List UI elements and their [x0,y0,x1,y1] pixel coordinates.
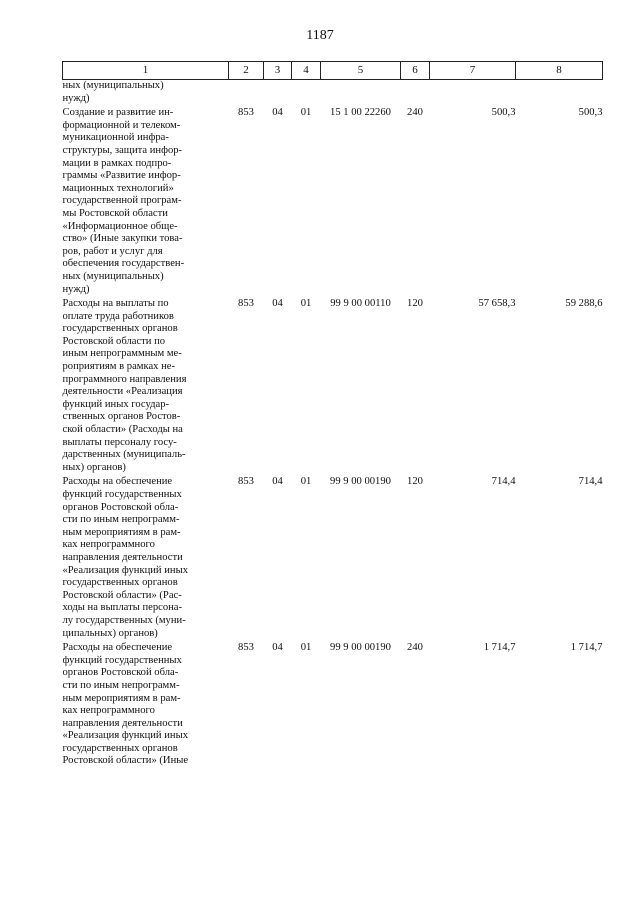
cell-amount-year1: 1 714,7 [483,642,516,654]
cell-expense-type [401,80,430,106]
column-header: 6 [401,62,430,80]
cell-grbs: 853 [238,642,254,654]
row-description: Создание и развитие ин- формационной и телеком- муникационной инфра- структуры, защита инфор- мации в рамках подпро- граммы «Развитие инфор- мационных технологий» государственной програм- мы Ростовской области «Информационное обще- ство» (Иные закупки това- ров, работ и услуг для обеспечения государствен- ных (муниципальных) нужд) [62,107,185,295]
budget-table [62,61,603,768]
table-row [63,298,603,474]
column-header: 7 [430,62,516,80]
cell-amount-year1: 714,4 [491,476,516,488]
cell-amount-year2: 1 714,7 [570,642,603,654]
cell-subsection: 01 [300,298,312,310]
cell-amount-year1: 57 658,3 [478,298,516,310]
cell-amount-year2 [516,80,603,106]
table-row [63,80,603,106]
cell-expense-type: 240 [407,107,423,119]
cell-section: 04 [272,298,283,310]
cell-target-article: 99 9 00 00190 [330,642,391,654]
cell-amount-year1: 500,3 [491,107,516,119]
cell-grbs [229,80,264,106]
column-header: 8 [516,62,603,80]
column-header: 1 [63,62,229,80]
table-row [63,107,603,296]
row-description: Расходы на обеспечение функций государственных органов Ростовской обла- сти по иным непрограмм- ным мероприятиям в рам- ках непрограммного направления деятельности «Реализация функций иных государственных органов Ростовской области» (Иные [62,642,189,767]
cell-expense-type: 120 [407,298,423,310]
table-row [63,476,603,640]
cell-subsection: 01 [300,476,312,488]
cell-subsection: 01 [300,107,312,119]
column-header: 5 [321,62,401,80]
cell-expense-type: 120 [407,476,423,488]
cell-grbs: 853 [238,476,254,488]
cell-amount-year2: 59 288,6 [565,298,603,310]
row-description: Расходы на обеспечение функций государственных органов Ростовской обла- сти по иным непрограмм- ным мероприятиям в рам- ках непрограммного направления деятельности «Реализация функций иных государственных органов Ростовской области» (Рас- ходы на выплаты персона- лу государственных (муни- ципальных) органов) [62,476,189,639]
cell-target-article: 15 1 00 22260 [330,107,391,119]
cell-amount-year2: 714,4 [578,476,603,488]
row-description: Расходы на выплаты по оплате труда работников государственных органов Ростовской области по иным непрограммным ме- роприятиям в рамках не- программного направления деятельности «Реализация функций иных государ- ственных органов Ростов- ской области» (Расходы на выплаты персоналу госу- дарственных (муниципаль- ных) органов) [62,298,187,473]
cell-amount-year2: 500,3 [578,107,603,119]
cell-target-article: 99 9 00 00190 [330,476,391,488]
cell-section: 04 [272,642,283,654]
cell-expense-type: 240 [407,642,423,654]
table-header [63,62,603,80]
cell-target-article: 99 9 00 00110 [330,298,391,310]
cell-amount-year1 [430,80,516,106]
page-number: 1187 [306,28,334,43]
column-header: 3 [264,62,292,80]
cell-grbs: 853 [238,107,254,119]
table-row [63,642,603,768]
column-header: 2 [229,62,264,80]
cell-section: 04 [272,476,283,488]
cell-section [264,80,292,106]
row-description: ных (муниципальных) нужд) [62,80,164,104]
cell-subsection: 01 [300,642,312,654]
column-header: 4 [292,62,321,80]
cell-subsection [292,80,321,106]
cell-grbs: 853 [238,298,254,310]
cell-section: 04 [272,107,283,119]
cell-target-article [321,80,401,106]
